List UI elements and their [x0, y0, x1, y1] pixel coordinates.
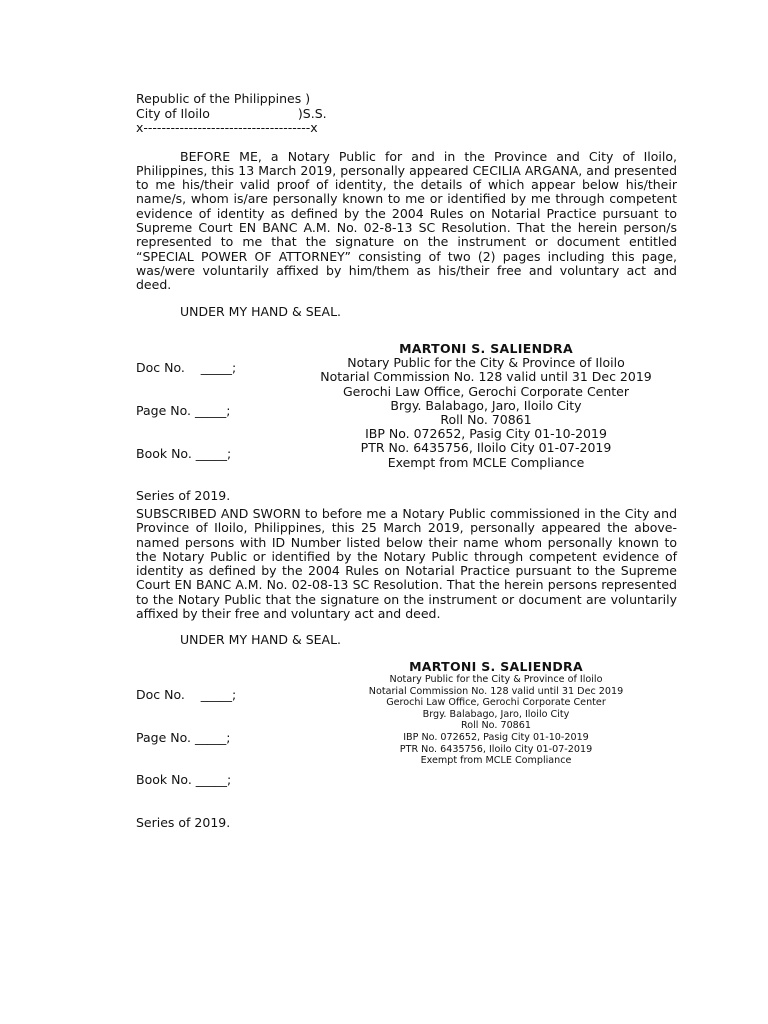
notary-name: MARTONI S. SALIENDRA [409, 658, 583, 674]
page-no: Page No. _____; [136, 402, 231, 418]
document-page [136, 91, 677, 831]
venue-country: Republic of the Philippines ) [136, 91, 311, 106]
jurat-notary [316, 660, 676, 767]
series: Series of 2019. [136, 488, 231, 504]
book-no: Book No. _____; [136, 445, 232, 461]
notary-line: Exempt from MCLE Compliance [420, 755, 572, 767]
series: Series of 2019. [136, 815, 231, 831]
notary-line: Gerochi Law Office, Gerochi Corporate Center [386, 697, 606, 709]
venue-city: City of Iloilo [136, 105, 210, 121]
notary-line: Gerochi Law Office, Gerochi Corporate Center [342, 383, 630, 399]
notary-name: MARTONI S. SALIENDRA [399, 340, 573, 356]
notary-line: PTR No. 6435756, Iloilo City 01-07-2019 [399, 743, 593, 755]
notary-line: Exempt from MCLE Compliance [387, 454, 585, 470]
notary-line: Notary Public for the City & Province of Iloilo [347, 355, 625, 371]
acknowledgment-doc-entries [136, 333, 236, 532]
acknowledgment-hand-seal: UNDER MY HAND & SEAL. [180, 304, 342, 320]
acknowledgment-notary [286, 342, 686, 470]
notary-line: Notarial Commission No. 128 valid until 31 Dec 2019 [368, 685, 624, 697]
jurat-paragraph: SUBSCRIBED AND SWORN to before me a Notary Public commissioned in the City and Province of Iloilo, Philippines, this 25 March 2019, personally appeared the above-named persons with ID Number listed below their name whom personally known to the Notary Public or identified by the Notary Public through competent evidence of identity as defined by the 2004 Rules on Notarial Practice pursuant to the Supreme Court EN BANC A.M. No. 02-08-13 SC Resolution. That the herein persons represented to the Notary Public that the signature on the instrument or document are voluntarily affixed by their free and voluntary act and deed. [136, 505, 677, 622]
notary-line: Notary Public for the City & Province of Iloilo [389, 674, 603, 686]
notary-line: IBP No. 072652, Pasig City 01-10-2019 [365, 426, 607, 442]
notary-line: Roll No. 70861 [440, 411, 532, 427]
jurat-doc-entries [136, 660, 236, 859]
jurat-signature-block [136, 658, 677, 831]
notary-line: Brgy. Balabago, Jaro, Iloilo City [390, 397, 582, 413]
notary-line: PTR No. 6435756, Iloilo City 01-07-2019 [360, 440, 612, 456]
notary-line: Brgy. Balabago, Jaro, Iloilo City [422, 708, 570, 720]
page-no: Page No. _____; [136, 729, 231, 745]
doc-no: Doc No. _____; [136, 360, 237, 376]
notary-line: Notarial Commission No. 128 valid until 31 Dec 2019 [320, 369, 652, 385]
notary-line: IBP No. 072652, Pasig City 01-10-2019 [403, 732, 589, 744]
venue-city-row [136, 107, 677, 122]
notary-line: Roll No. 70861 [461, 720, 531, 732]
venue-block [136, 92, 677, 136]
jurat-hand-seal: UNDER MY HAND & SEAL. [180, 632, 342, 648]
book-no: Book No. _____; [136, 772, 232, 788]
doc-no: Doc No. _____; [136, 687, 237, 703]
acknowledgment-signature-block [136, 333, 677, 504]
venue-divider: x-------------------------------------x [136, 120, 318, 135]
acknowledgment-paragraph: BEFORE ME, a Notary Public for and in the Province and City of Iloilo, Philippines, this 13 March 2019, personally appeared CECILIA ARGANA, and presented to me his/their valid proof of identity, the details of which appear below his/their name/s, whom is/are personally known to me or identified by me through competent evidence of identity as defined by the 2004 Rules on Notarial Practice pursuant to Supreme Court EN BANC A.M. No. 02-8-13 SC Resolution. That the herein person/s represented to me that the signature on the instrument or document entitled “SPECIAL POWER OF ATTORNEY” consisting of two (2) pages including this page, was/were voluntarily affixed by him/them as his/their free and voluntary act and deed. [136, 148, 677, 293]
venue-ss: )S.S. [297, 105, 327, 121]
